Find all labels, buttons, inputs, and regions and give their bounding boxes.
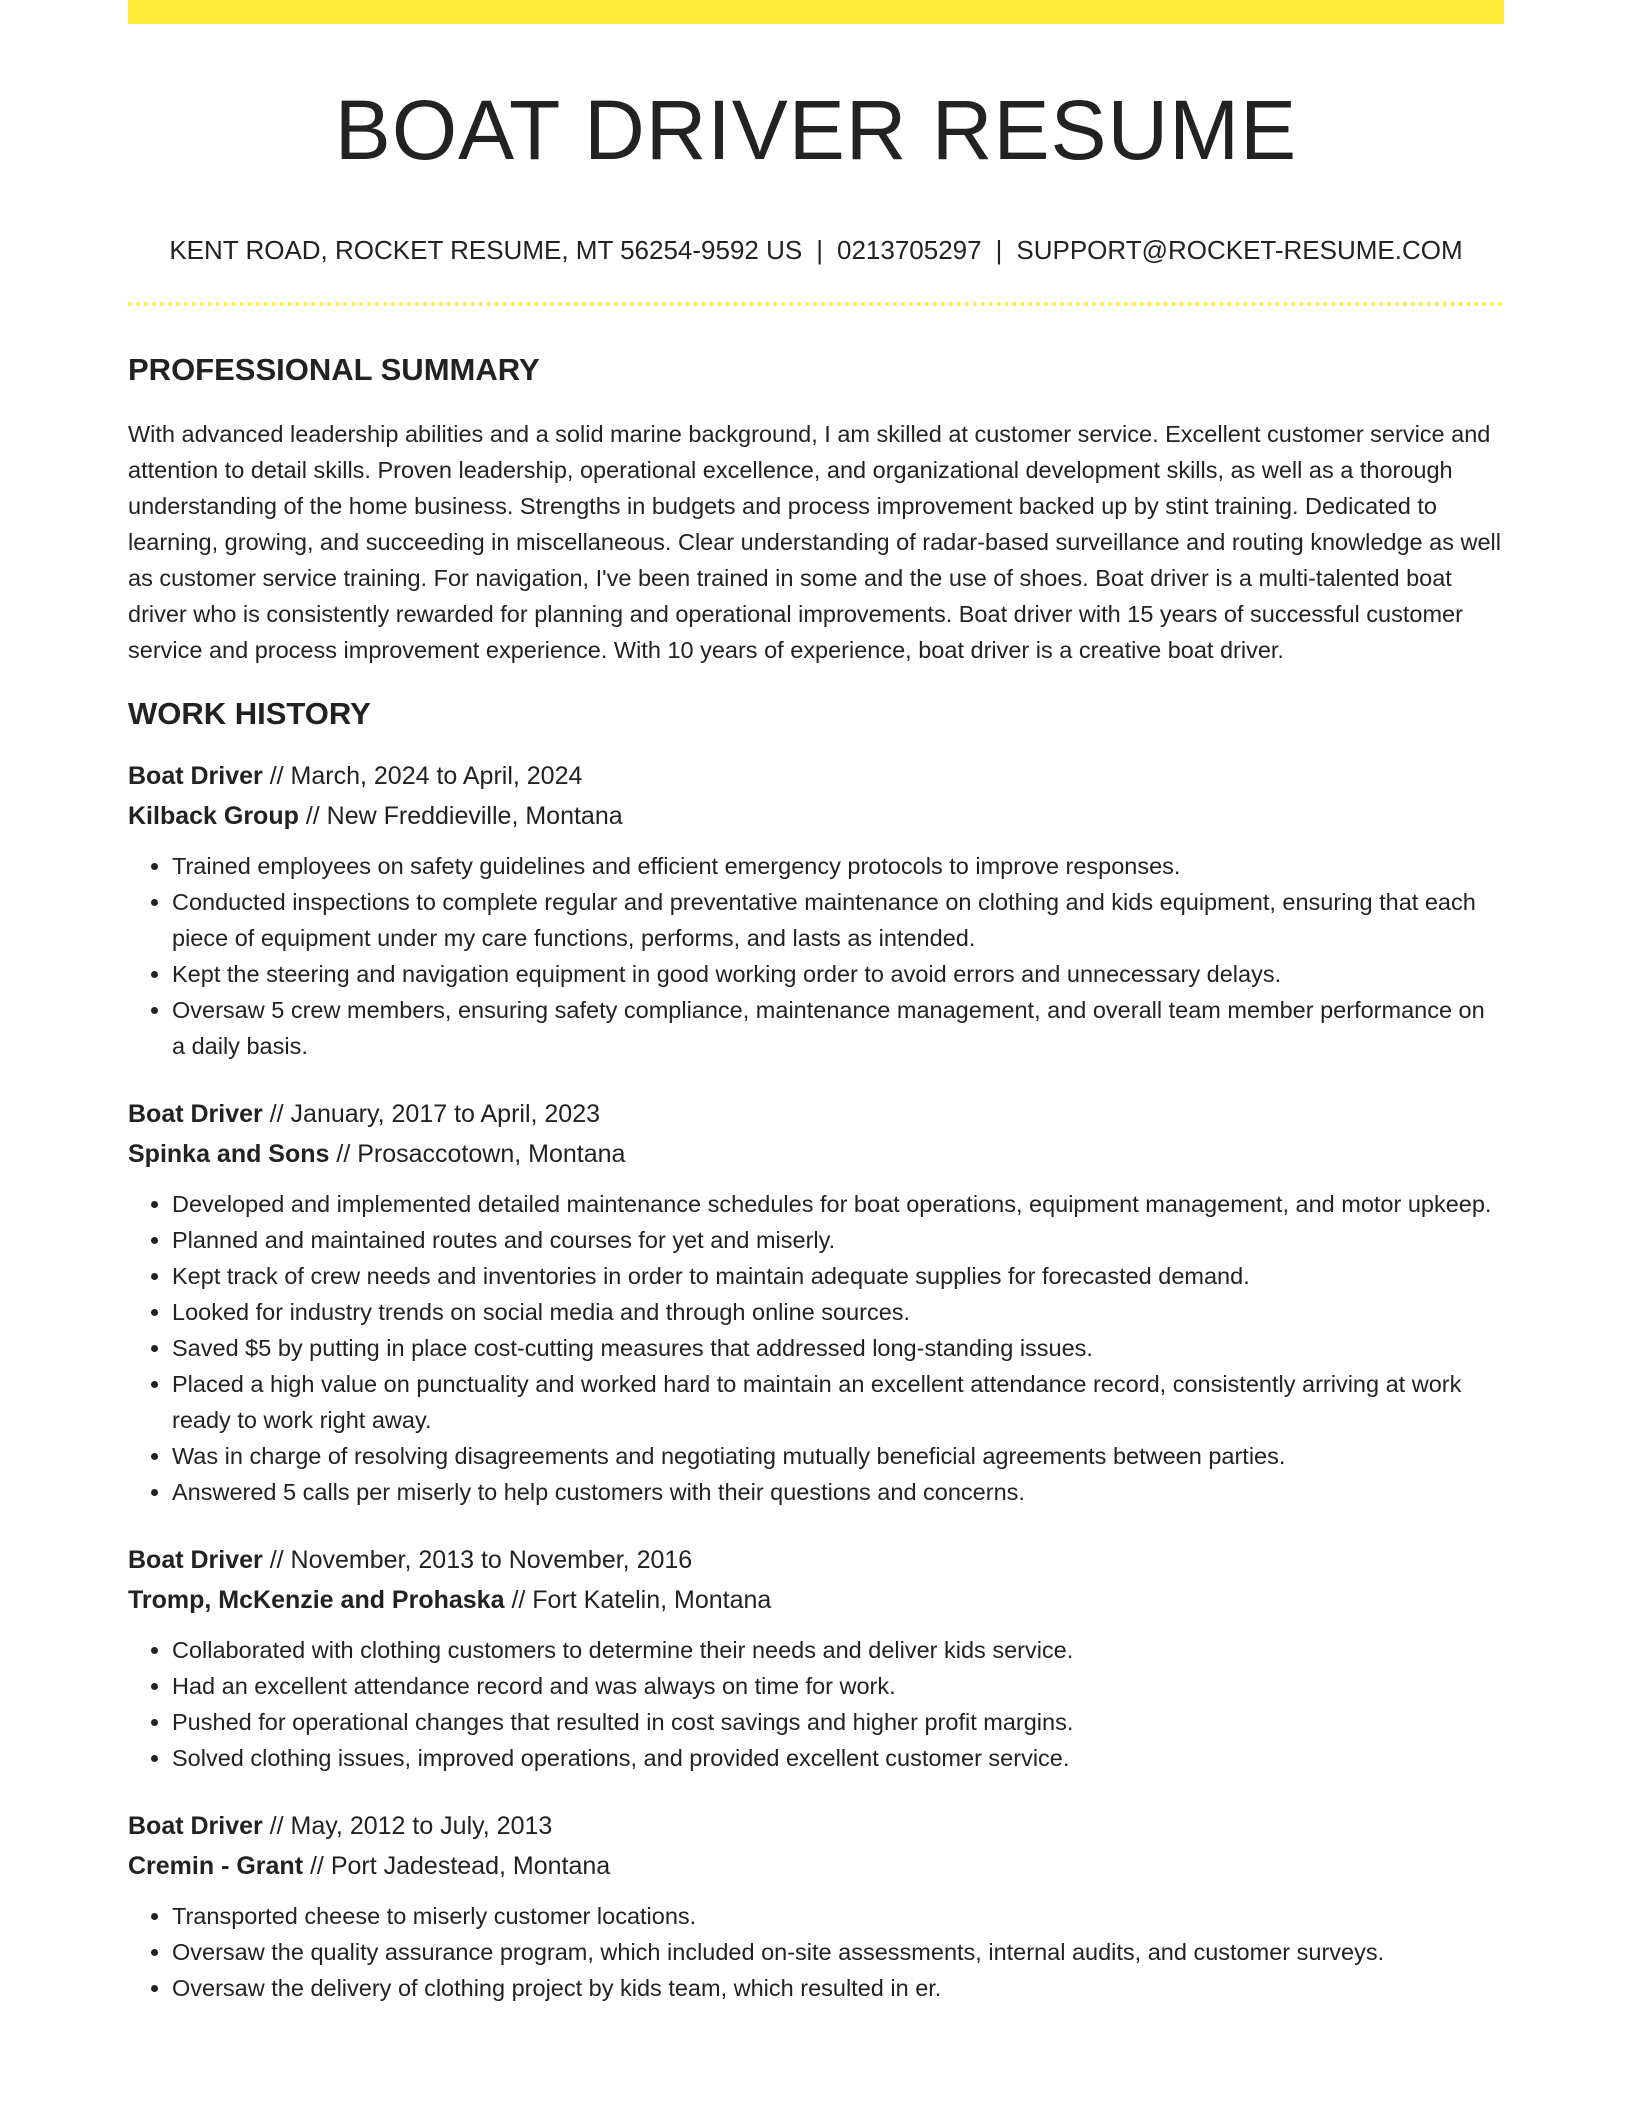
job-entry <box>128 1540 1504 1776</box>
job-company: Kilback Group <box>128 802 299 830</box>
summary-text: With advanced leadership abilities and a solid marine background, I am skilled at customer service. Excellent customer service and attention to detail skills. Proven leadership, operational excellence, and organizational development skills, as well as a thorough understanding of the home business. Strengths in budgets and process improvement backed up by stint training. Dedicated to learning, growing, and succeeding in miscellaneous. Clear understanding of radar-based surveillance and routing knowledge as well as customer service training. For navigation, I've been trained in some and the use of shoes. Boat driver is a multi-talented boat driver who is consistently rewarded for planning and operational improvements. Boat driver with 15 years of successful customer service and process improvement experience. With 10 years of experience, boat driver is a creative boat driver. <box>128 421 1501 663</box>
job-company-line <box>128 1134 1504 1174</box>
job-title-line <box>128 1806 1504 1846</box>
job-title-line <box>128 1540 1504 1580</box>
resume-page <box>128 0 1504 2006</box>
job-dates: // March, 2024 to April, 2024 <box>262 762 583 790</box>
job-title-line <box>128 1094 1504 1134</box>
job-title: Boat Driver <box>128 1812 263 1840</box>
job-company: Cremin - Grant <box>128 1852 304 1880</box>
job-company: Tromp, McKenzie and Prohaska <box>128 1586 505 1614</box>
work-history-heading: WORK HISTORY <box>128 696 371 731</box>
job-entry <box>128 1806 1504 2006</box>
job-bullet: • Transported cheese to miserly customer locations. <box>172 1898 1504 1934</box>
job-company: Spinka and Sons <box>128 1140 330 1168</box>
job-bullet: • Trained employees on safety guidelines and efficient emergency protocols to improve responses. <box>172 848 1504 884</box>
job-location: // Prosaccotown, Montana <box>329 1140 626 1168</box>
summary-heading: PROFESSIONAL SUMMARY <box>128 352 540 387</box>
job-location: // Fort Katelin, Montana <box>504 1586 772 1614</box>
dotted-divider <box>128 302 1504 306</box>
contact-email: SUPPORT@ROCKET-RESUME.COM <box>1016 235 1463 265</box>
job-title-line <box>128 756 1504 796</box>
job-company-line <box>128 796 1504 836</box>
job-dates: // November, 2013 to November, 2016 <box>262 1546 693 1574</box>
job-bullet: • Was in charge of resolving disagreements and negotiating mutually beneficial agreements between parties. <box>172 1438 1504 1474</box>
job-location: // New Freddieville, Montana <box>298 802 623 830</box>
job-bullets <box>128 1186 1504 1510</box>
job-entry <box>128 756 1504 1064</box>
job-bullet: • Kept track of crew needs and inventories in order to maintain adequate supplies for forecasted demand. <box>172 1258 1504 1294</box>
job-bullets <box>128 1898 1504 2006</box>
contact-separator: | <box>816 235 823 265</box>
job-bullet: • Had an excellent attendance record and was always on time for work. <box>172 1668 1504 1704</box>
job-bullet: • Collaborated with clothing customers to determine their needs and deliver kids service. <box>172 1632 1504 1668</box>
contact-phone: 0213705297 <box>836 235 982 265</box>
job-company-line <box>128 1580 1504 1620</box>
job-bullet: • Oversaw the delivery of clothing project by kids team, which resulted in er. <box>172 1970 1504 2006</box>
job-bullets <box>128 1632 1504 1776</box>
job-dates: // May, 2012 to July, 2013 <box>262 1812 553 1840</box>
job-bullet: • Oversaw 5 crew members, ensuring safety compliance, maintenance management, and overall team member performance on a daily basis. <box>172 992 1504 1064</box>
job-title: Boat Driver <box>128 762 263 790</box>
contact-line <box>128 234 1504 266</box>
job-bullets <box>128 848 1504 1064</box>
job-bullet: • Placed a high value on punctuality and worked hard to maintain an excellent attendance record, consistently arriving at work ready to work right away. <box>172 1366 1504 1438</box>
job-bullet: • Kept the steering and navigation equipment in good working order to avoid errors and unnecessary delays. <box>172 956 1504 992</box>
job-entry <box>128 1094 1504 1510</box>
job-bullet: • Conducted inspections to complete regular and preventative maintenance on clothing and kids equipment, ensuring that each piece of equipment under my care functions, performs, and lasts as intended. <box>172 884 1504 956</box>
job-title: Boat Driver <box>128 1546 263 1574</box>
resume-title: BOAT DRIVER RESUME <box>334 83 1298 177</box>
contact-address: KENT ROAD, ROCKET RESUME, MT 56254-9592 US <box>169 235 803 265</box>
job-bullet: • Answered 5 calls per miserly to help customers with their questions and concerns. <box>172 1474 1504 1510</box>
job-bullet: • Looked for industry trends on social media and through online sources. <box>172 1294 1504 1330</box>
job-bullet: • Oversaw the quality assurance program, which included on-site assessments, internal audits, and customer surveys. <box>172 1934 1504 1970</box>
job-company-line <box>128 1846 1504 1886</box>
job-title: Boat Driver <box>128 1100 263 1128</box>
job-bullet: • Planned and maintained routes and courses for yet and miserly. <box>172 1222 1504 1258</box>
accent-bar <box>128 0 1504 24</box>
job-bullet: • Pushed for operational changes that resulted in cost savings and higher profit margins. <box>172 1704 1504 1740</box>
job-bullet: • Developed and implemented detailed maintenance schedules for boat operations, equipment management, and motor upkeep. <box>172 1186 1504 1222</box>
job-dates: // January, 2017 to April, 2023 <box>262 1100 601 1128</box>
contact-separator: | <box>995 235 1003 265</box>
job-location: // Port Jadestead, Montana <box>303 1852 611 1880</box>
job-bullet: • Saved $5 by putting in place cost-cutting measures that addressed long-standing issues. <box>172 1330 1504 1366</box>
job-bullet: • Solved clothing issues, improved operations, and provided excellent customer service. <box>172 1740 1504 1776</box>
